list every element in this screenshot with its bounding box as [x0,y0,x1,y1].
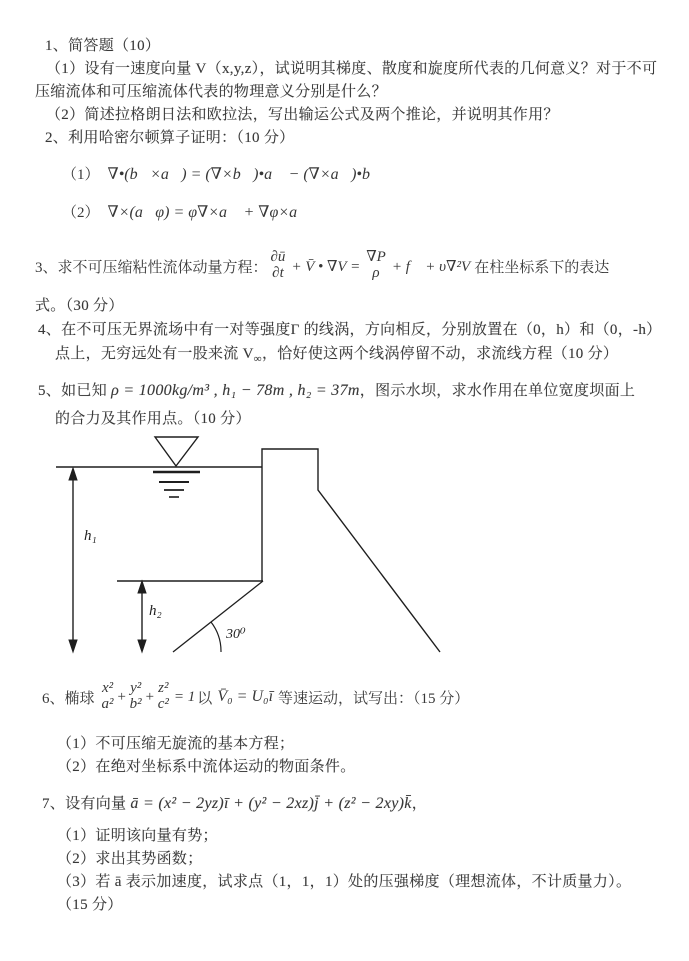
q3-frac2-denominator: ρ [372,265,380,281]
q6-yi: 以 [197,690,213,707]
q2-eq1-label: （1） [62,167,100,183]
q3-lead: 3、求不可压缩粘性流体动量方程： [35,259,268,276]
q3-fraction-gradp [366,250,386,281]
q1-heading: 1、简答题（10） [45,38,161,54]
q6-sub2: （2）在绝对坐标系中流体运动的物面条件。 [57,759,356,775]
q3-continuation: 式。（30 分） [35,298,124,314]
q4-line2-post: ，恰好使这两个线涡停留不动，求流线方程（10 分） [261,346,619,362]
q1-part1-line1: （1）设有一速度向量 V（x,y,z），试说明其梯度、散度和旋度所代表的几何意义？对于不可 [46,61,658,77]
q7-sub2: （2）求出其势函数； [57,851,203,867]
q7-sub3: （3）若 ā 表示加速度，试求点（1，1，1）处的压强梯度（理想流体，不计质量力）。 [57,874,632,890]
q6-frac2-denominator: b² [129,696,142,712]
q6-frac3-denominator: c² [157,696,169,712]
q6-plus-1: + [116,688,127,705]
q5-line2: 的合力及其作用点。（10 分） [55,411,251,427]
q3-frac2-numerator: ∇P [366,249,386,266]
q3-heading-row [35,241,609,291]
q2-eq2-label: （2） [62,205,100,221]
q6-fraction-y [130,681,142,712]
q4-line2-pre: 点上，无穷远处有一股来流 V [55,346,254,362]
q1-part2: （2）简述拉格朗日法和欧拉法，写出输运公式及两个推论，并说明其作用？ [46,107,559,123]
q4-line2 [55,344,618,370]
q2-eq2-formula: ∇×(a⃗φ) = φ∇×a⃗ + ∇φ×a⃗ [107,203,310,221]
q4-line1: 4、在不可压无界流场中有一对等强度Γ 的线涡，方向相反，分别放置在（0，h）和（0，-h） [38,322,662,338]
h1-label: h₁ [84,528,97,544]
angle-label: 30⁰ [226,627,246,642]
h1-dimension-arrow [69,468,77,652]
q3-middle: + V̄ • ∇V = [291,258,361,275]
angle-arc [211,622,221,652]
q5-line1 [38,380,635,402]
h2-dimension-arrow [138,581,146,652]
q3-tail: + f⃗ + υ∇²V [391,258,471,275]
q6-plus-2: + [144,688,155,705]
q3-frac1-numerator: ∂ū [270,249,286,266]
q2-equation-1 [62,163,382,184]
h2-label: h₂ [149,603,162,619]
q6-frac1-numerator: x² [101,680,114,697]
q6-heading-row [42,673,469,721]
q6-sub1: （1）不可压缩无旋流的基本方程； [57,736,295,752]
q6-velocity-expression: V̄₀ = U₀ī [217,688,274,705]
water-level-triangle-icon [155,437,198,466]
q2-eq1-formula: ∇•(b⃗×a⃗) = (∇×b⃗)•a⃗ − (∇×a⃗)•b⃗ [107,165,383,183]
q5-lead: 5、如已知 [38,383,112,399]
dam-diagram [40,435,465,663]
q7-sub4: （15 分） [57,897,123,913]
q3-frac1-denominator: ∂t [272,265,284,281]
q1-part1-line2: 压缩流体和可压缩流体代表的物理意义分别是什么？ [35,84,387,100]
q7-post: ， [411,796,427,812]
q2-heading: 2、利用哈密尔顿算子证明：（10 分） [45,130,295,146]
dam-outline [262,449,440,652]
q7-heading [42,793,427,815]
q3-after: 在柱坐标系下的表达 [474,259,610,276]
q5-given-values: ρ = 1000kg/m³ , h₁ − 78m , h₂ = 37m [111,382,360,399]
q6-fraction-x [102,681,114,712]
q2-equation-2 [62,201,310,222]
q6-frac1-denominator: a² [101,696,114,712]
dam-diagram-svg [40,435,465,663]
water-hatch-marks-icon [153,472,200,497]
q4-infinity-subscript: ∞ [253,353,262,365]
q6-tail: 等速运动，试写出：（15 分） [278,690,470,707]
q5-tail: ，图示水坝，求水作用在单位宽度坝面上 [359,383,636,399]
q6-frac3-numerator: z² [158,680,169,697]
q6-fraction-z [158,681,169,712]
slope-line [173,581,263,652]
q7-vector-formula: ā = (x² − 2yz)ī + (y² − 2xz)j̄ + (z² − 2xy)k̄ [130,795,412,812]
q6-equals-one: = 1 [173,688,196,705]
q7-pre: 7、设有向量 [42,796,131,812]
q7-sub1: （1）证明该向量有势； [57,828,218,844]
q6-lead: 6、椭球 [42,690,95,707]
q3-fraction-dudt [271,250,286,281]
q6-frac2-numerator: y² [130,680,142,697]
